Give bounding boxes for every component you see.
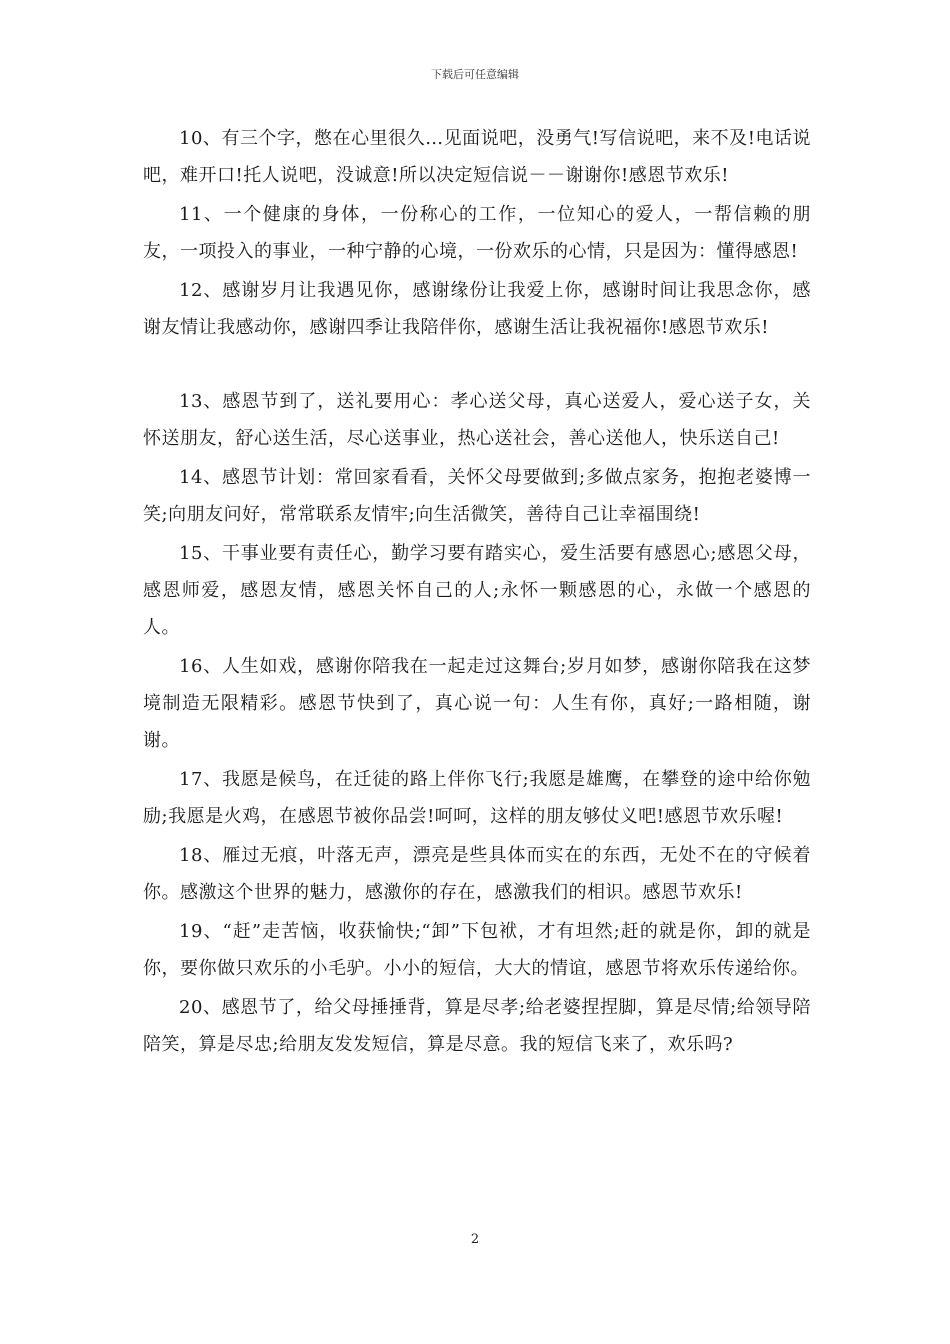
paragraph-12: 12、感谢岁月让我遇见你，感谢缘份让我爱上你，感谢时间让我思念你，感谢友情让我感动你，感谢四季让我陪伴你，感谢生活让我祝福你!感恩节欢乐! [143,280,811,338]
paragraph-18: 18、雁过无痕，叶落无声，漂亮是些具体而实在的东西，无处不在的守候着你。感激这个世界的魅力，感激你的存在，感激我们的相识。感恩节欢乐! [143,845,811,903]
paragraph-20: 20、感恩节了，给父母捶捶背，算是尽孝;给老婆捏捏脚，算是尽情;给领导陪陪笑，算是尽忠;给朋友发发短信，算是尽意。我的短信飞来了，欢乐吗? [143,997,811,1055]
paragraph-15: 15、干事业要有责任心，勤学习要有踏实心，爱生活要有感恩心;感恩父母，感恩师爱，感恩友情，感恩关怀自己的人;永怀一颗感恩的心，永做一个感恩的人。 [143,543,811,638]
document-body [143,120,811,1065]
paragraph-16: 16、人生如戏，感谢你陪我在一起走过这舞台;岁月如梦，感谢你陪我在这梦境制造无限精彩。感恩节快到了，真心说一句：人生有你，真好;一路相随，谢谢。 [143,656,811,751]
paragraph-19: 19、“赶”走苦恼，收获愉快;“卸”下包袱，才有坦然;赶的就是你，卸的就是你，要你做只欢乐的小毛驴。小小的短信，大大的情谊，感恩节将欢乐传递给你。 [143,921,811,979]
page-header-note: 下载后可任意编辑 [431,68,519,81]
paragraph-14: 14、感恩节计划：常回家看看，关怀父母要做到;多做点家务，抱抱老婆博一笑;向朋友问好，常常联系友情牢;向生活微笑，善待自己让幸福围绕! [143,467,811,525]
paragraph-11: 11、一个健康的身体，一份称心的工作，一位知心的爱人，一帮信赖的朋友，一项投入的事业，一种宁静的心境，一份欢乐的心情，只是因为：懂得感恩! [143,204,811,262]
paragraph-13: 13、感恩节到了，送礼要用心：孝心送父母，真心送爱人，爱心送子女，关怀送朋友，舒心送生活，尽心送事业，热心送社会，善心送他人，快乐送自己! [143,391,811,449]
paragraph-10: 10、有三个字，憋在心里很久…见面说吧，没勇气!写信说吧，来不及!电话说吧，难开口!托人说吧，没诚意!所以决定短信说－－谢谢你!感恩节欢乐! [143,128,811,186]
page-number: 2 [470,1232,480,1247]
paragraph-17: 17、我愿是候鸟，在迁徒的路上伴你飞行;我愿是雄鹰，在攀登的途中给你勉励;我愿是火鸡，在感恩节被你品尝!呵呵，这样的朋友够仗义吧!感恩节欢乐喔! [143,769,811,827]
